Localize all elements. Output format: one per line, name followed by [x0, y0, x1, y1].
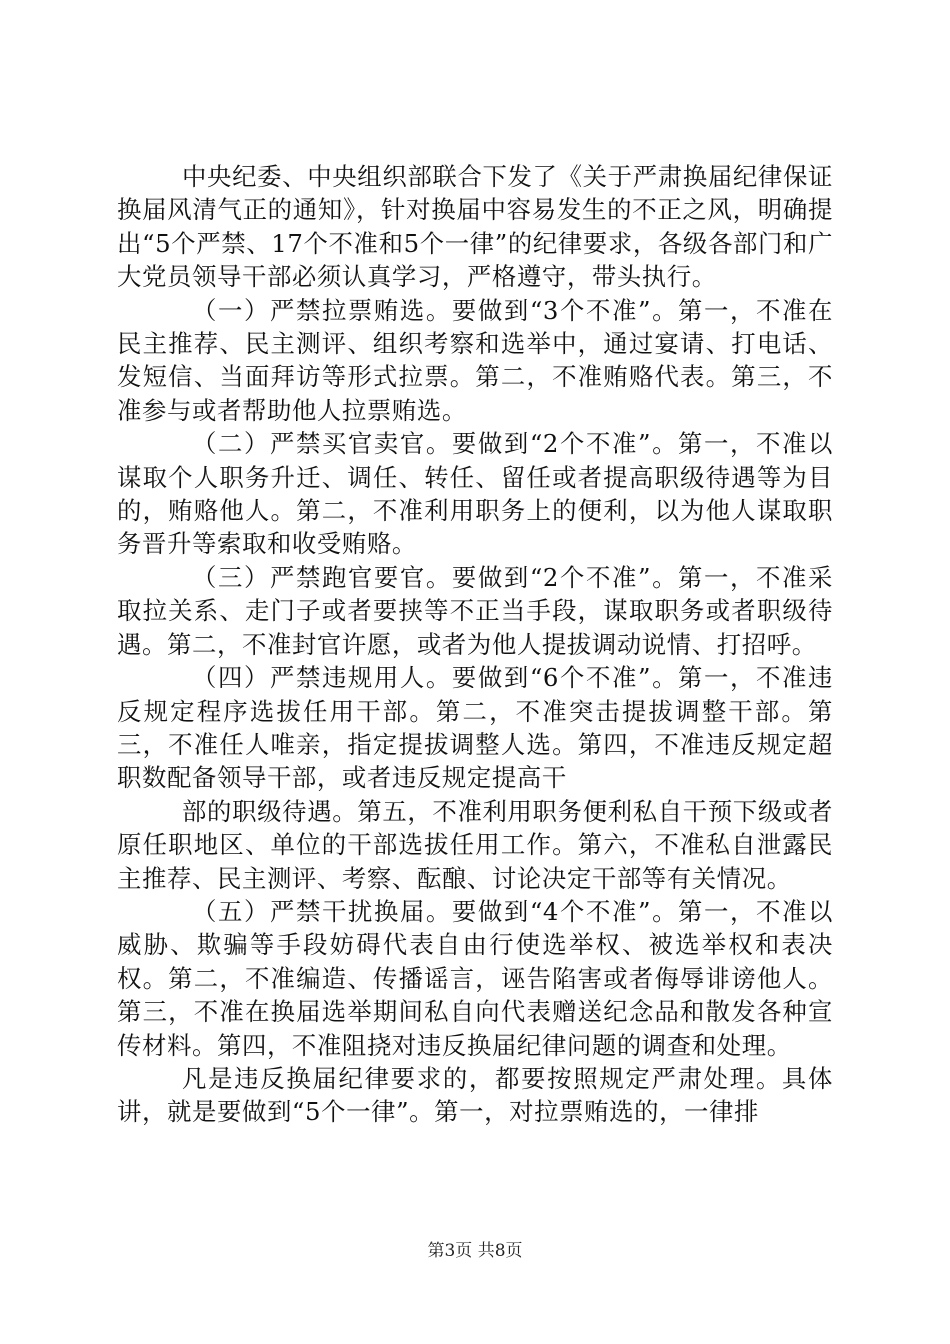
paragraph-intro: 中央纪委、中央组织部联合下发了《关于严肃换届纪律保证换届风清气正的通知》，针对换届中容易发生的不正之风，明确提出“5个严禁、17个不准和5个一律”的纪律要求，各级各部门和广大党员领导干部必须认真学习，严格遵守，带头执行。: [117, 162, 833, 292]
document-body: [117, 160, 833, 1129]
paragraph-section-5: （五）严禁干扰换届。要做到“4个不准”。第一，不准以威胁、欺骗等手段妨碍代表自由行使选举权、被选举权和表决权。第二，不准编造、传播谣言，诬告陷害或者侮辱诽谤他人。第三，不准在换届选举期间私自向代表赠送纪念品和散发各种宣传材料。第四，不准阻挠对违反换届纪律问题的调查和处理。: [117, 896, 833, 1060]
paragraph-conclusion: 凡是违反换届纪律要求的，都要按照规定严肃处理。具体讲，就是要做到“5个一律”。第一，对拉票贿选的，一律排: [117, 1063, 833, 1127]
paragraph-section-1: （一）严禁拉票贿选。要做到“3个不准”。第一，不准在民主推荐、民主测评、组织考察和选举中，通过宴请、打电话、发短信、当面拜访等形式拉票。第二，不准贿赂代表。第三，不准参与或者帮助他人拉票贿选。: [117, 295, 833, 425]
paragraph-section-4-cont: 部的职级待遇。第五，不准利用职务便利私自干预下级或者原任职地区、单位的干部选拔任用工作。第六，不准私自泄露民主推荐、民主测评、考察、酝酿、讨论决定干部等有关情况。: [117, 796, 833, 893]
page-footer: 第3页 共8页: [427, 1241, 523, 1261]
paragraph-section-4: （四）严禁违规用人。要做到“6个不准”。第一，不准违反规定程序选拔任用干部。第二，不准突击提拔调整干部。第三，不准任人唯亲，指定提拔调整人选。第四，不准违反规定超职数配备领导干部，或者违反规定提高干: [117, 663, 833, 793]
paragraph-section-2: （二）严禁买官卖官。要做到“2个不准”。第一，不准以谋取个人职务升迁、调任、转任、留任或者提高职级待遇等为目的，贿赂他人。第二，不准利用职务上的便利，以为他人谋取职务晋升等索取和收受贿赂。: [117, 429, 833, 559]
paragraph-section-3: （三）严禁跑官要官。要做到“2个不准”。第一，不准采取拉关系、走门子或者要挟等不正当手段，谋取职务或者职级待遇。第二，不准封官许愿，或者为他人提拔调动说情、打招呼。: [117, 562, 833, 659]
